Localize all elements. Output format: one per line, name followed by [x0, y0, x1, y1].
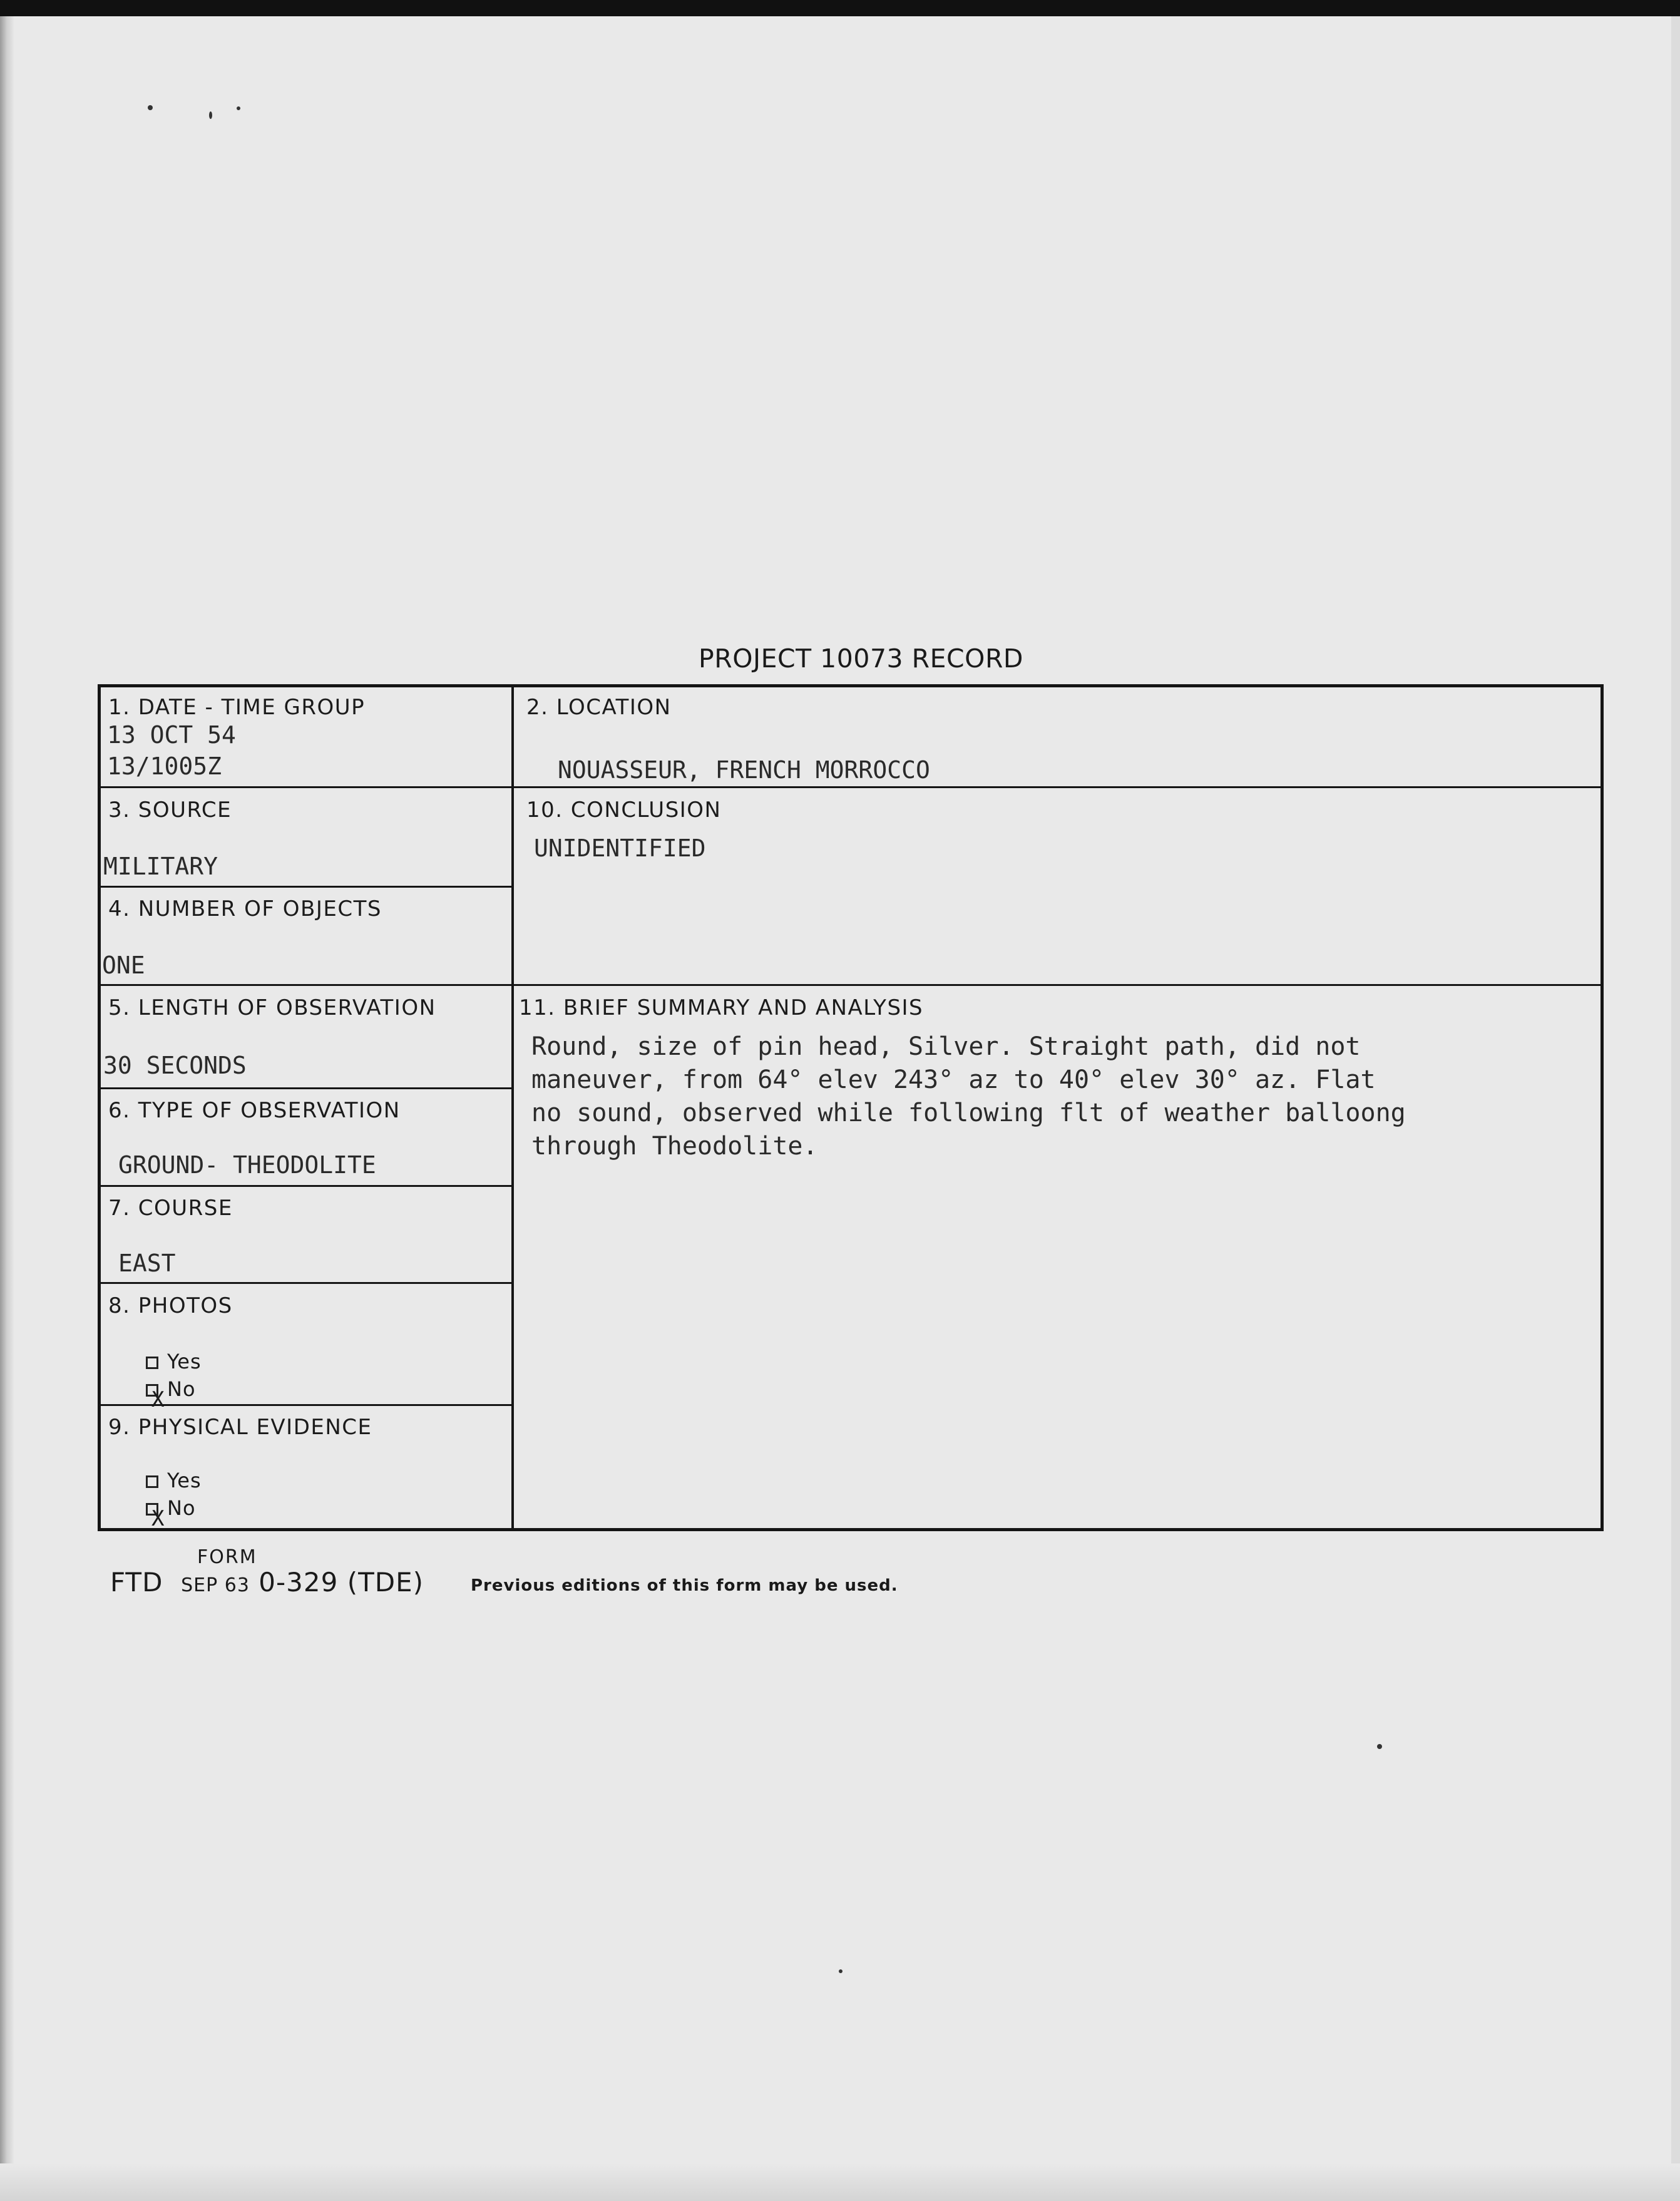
source-value: MILITARY — [103, 853, 218, 880]
summary-line: through Theodolite. — [531, 1132, 818, 1161]
conclusion-value: UNIDENTIFIED — [534, 834, 706, 862]
footer-note: Previous editions of this form may be used. — [471, 1576, 898, 1595]
footer-ftd: FTD — [110, 1567, 163, 1598]
dust-speck — [237, 106, 240, 110]
column-divider — [511, 687, 514, 1528]
checkbox-checked-icon[interactable] — [146, 1384, 165, 1412]
number-of-objects-label: 4. NUMBER OF OBJECTS — [108, 896, 382, 921]
scan-right-edge — [1671, 16, 1680, 2201]
location-value: NOUASSEUR, FRENCH MORROCCO — [558, 756, 930, 784]
form-title: PROJECT 10073 RECORD — [699, 644, 1023, 674]
footer-date: SEP 63 — [181, 1574, 250, 1596]
summary-text — [531, 1030, 1406, 1163]
dust-speck — [1377, 1744, 1382, 1749]
summary-label: 11. BRIEF SUMMARY AND ANALYSIS — [519, 995, 924, 1020]
divider — [101, 1185, 513, 1187]
date-value: 13 OCT 54 — [107, 721, 236, 749]
physical-evidence-no-option[interactable] — [146, 1496, 196, 1531]
length-of-observation-label: 5. LENGTH OF OBSERVATION — [108, 995, 436, 1020]
summary-line: maneuver, from 64° elev 243° az to 40° elev 30° az. Flat — [531, 1065, 1376, 1094]
type-of-observation-label: 6. TYPE OF OBSERVATION — [108, 1098, 401, 1123]
footer-form-id — [110, 1567, 424, 1598]
footer-form-word: FORM — [197, 1546, 257, 1568]
divider — [101, 886, 513, 888]
conclusion-label: 10. CONCLUSION — [526, 798, 722, 823]
type-of-observation-value: GROUND- THEODOLITE — [118, 1151, 376, 1179]
x-mark-icon: X — [151, 1506, 165, 1531]
photos-no-option[interactable] — [146, 1377, 196, 1412]
physical-evidence-yes-option[interactable] — [146, 1469, 202, 1492]
location-label: 2. LOCATION — [526, 695, 672, 720]
divider — [101, 786, 1601, 788]
footer-form-number: 0-329 (TDE) — [259, 1567, 424, 1598]
source-label: 3. SOURCE — [108, 798, 232, 823]
course-label: 7. COURSE — [108, 1196, 233, 1221]
dust-speck — [839, 1969, 843, 1973]
dust-speck — [148, 105, 153, 110]
dust-speck — [209, 111, 212, 119]
checkbox-icon[interactable] — [146, 1357, 158, 1369]
scan-left-edge — [0, 16, 14, 2201]
scan-top-border — [0, 0, 1680, 16]
checkbox-icon[interactable] — [146, 1475, 158, 1488]
photos-label: 8. PHOTOS — [108, 1293, 233, 1318]
x-mark-icon: X — [151, 1387, 165, 1412]
physical-evidence-label: 9. PHYSICAL EVIDENCE — [108, 1415, 372, 1440]
photos-no-label: No — [167, 1377, 196, 1401]
date-time-label: 1. DATE - TIME GROUP — [108, 695, 366, 720]
summary-line: no sound, observed while following flt of weather balloong — [531, 1099, 1406, 1127]
physical-evidence-yes-label: Yes — [167, 1469, 202, 1492]
photos-yes-option[interactable] — [146, 1350, 202, 1373]
number-of-objects-value: ONE — [102, 952, 145, 979]
divider — [101, 984, 1601, 986]
checkbox-checked-icon[interactable] — [146, 1503, 165, 1531]
scan-bottom-edge — [0, 2163, 1680, 2201]
length-of-observation-value: 30 SECONDS — [103, 1052, 247, 1079]
divider — [101, 1087, 513, 1089]
divider — [101, 1282, 513, 1284]
time-group-value: 13/1005Z — [107, 752, 222, 780]
photos-yes-label: Yes — [167, 1350, 202, 1373]
record-form — [98, 684, 1604, 1531]
summary-line: Round, size of pin head, Silver. Straight path, did not — [531, 1032, 1361, 1061]
course-value: EAST — [118, 1249, 176, 1277]
physical-evidence-no-label: No — [167, 1496, 196, 1520]
